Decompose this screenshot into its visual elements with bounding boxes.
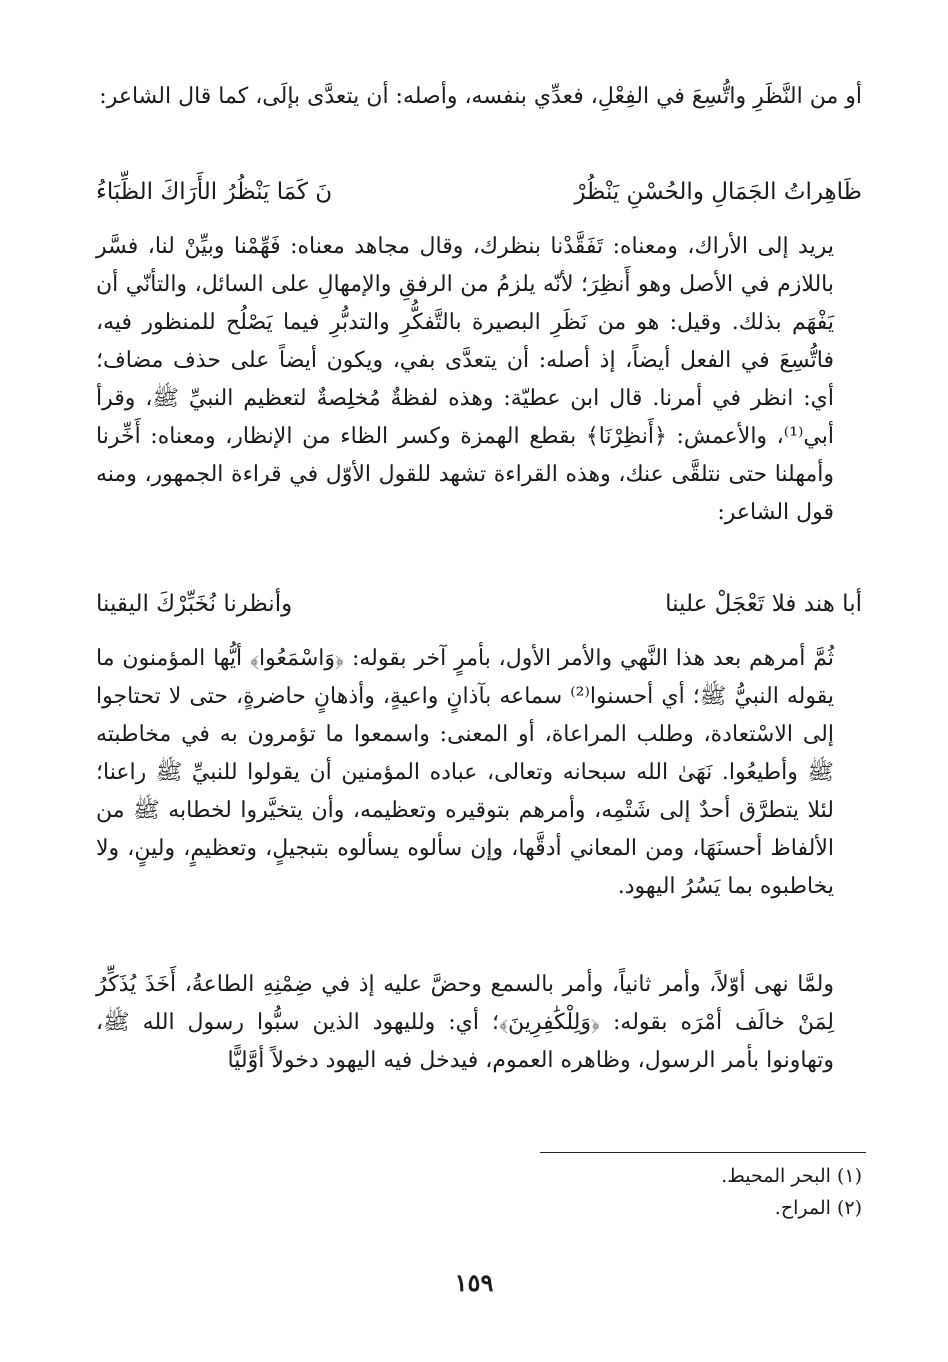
- footnote-1: (١) البحر المحيط.: [721, 1165, 862, 1187]
- verse-2-first-hemistich: أبا هند فلا تَعْجَلْ علينا: [665, 591, 862, 617]
- paragraph-1: [96, 78, 862, 116]
- paragraph-3: [96, 640, 862, 906]
- poetry-verse-1: [96, 172, 862, 212]
- paragraph-2-text: يريد إلى الأراك، ومعناه: تَفَقَّدْنا بنظرك، وقال مجاهد معناه: فَهِّمْنا وبيِّنْ لنا، فسَّر باللازم في الأصل وهو أَنظِرَ؛ لأنّه يلزمُ من الرفقِ والإمهالِ على السائل، والتأنّي أن يَفْهَم بذلك. وقيل: هو من نَظَرِ البصيرة بالتَّفكُّرِ والتدبُّرِ فيما يَصْلُح للمنظور فيه، فاتُّسِعَ في الفعل أيضاً، إذ أصله: أن يتعدَّى بفي، ويكون أيضاً على حذف مضاف؛ أي: انظر في أمرنا. قال ابن عطيّة: وهذه لفظةٌ مُخلِصةٌ لتعظيم النبيِّ ﷺ، وقرأ أبي⁽¹⁾، والأعمش: ﴿أَنظِرْنَا﴾ بقطع الهمزة وكسر الظاء من الإنظار، ومعناه: أَخِّرنا وأمهلنا حتى نتلقَّى عنك، وهذه القراءة تشهد للقول الأوّل في قراءة الجمهور، ومنه قول الشاعر:: [96, 234, 834, 525]
- poetry-verse-2: [96, 584, 862, 624]
- footnotes: [462, 1160, 862, 1224]
- paragraph-4-text: ولمَّا نهى أوّلاً، وأمر ثانياً، وأمر بالسمع وحضَّ عليه إذ في ضِمْنِهِ الطاعةُ، أَخَذَ يُذَكِّرُ لِمَنْ خالَف أمْرَه بقوله: ﴿وَلِلْكَٰفِرِينَ﴾؛ أي: ولليهود الذين سبُّوا رسول الله ﷺ، وتهاونوا بأمر الرسول، وظاهره العموم، فيدخل فيه اليهود دخولاً أوَّليًّا: [96, 972, 834, 1073]
- footnote-divider: [540, 1152, 866, 1153]
- paragraph-4: [96, 966, 862, 1080]
- paragraph-3-text: ثُمَّ أمرهم بعد هذا النَّهي والأمر الأول، بأمرٍ آخر بقوله: ﴿وَاسْمَعُوا﴾ أيُّها المؤمنون ما يقوله النبيُّ ﷺ؛ أي أحسنوا⁽²⁾ سماعه بآذانٍ واعيةٍ، وأذهانٍ حاضرةٍ، حتى لا تحتاجوا إلى الاسْتعادة، وطلب المراعاة، أو المعنى: واسمعوا ما تؤمرون به في مخاطبته ﷺ وأطيعُوا. نَهَىٰ الله سبحانه وتعالى، عباده المؤمنين أن يقولوا للنبيِّ ﷺ راعنا؛ لئلا يتطرَّق أحدٌ إلى شَتْمِه، وأمرهم بتوقيره وتعظيمه، وأن يتخيَّروا لخطابه ﷺ من الألفاظ أحسنَهَا، ومن المعاني أدقَّها، وإن سألوه يسألوه بتبجيلٍ، وتعظيمٍ، ولينٍ، ولا يخاطبوه بما يَسُرُ اليهود.: [96, 646, 835, 899]
- paragraph-2: [96, 228, 862, 532]
- paragraph-1-text: أو من النَّظَرِ واتُّسِعَ في الفِعْلِ، فعدِّي بنفسه، وأصله: أن يتعدَّى بإلَى، كما قال الشاعر:: [99, 84, 862, 109]
- verse-1-first-hemistich: ظَاهِراتُ الجَمَالِ والحُسْنِ يَنْظُرْ: [574, 179, 862, 205]
- page-number: ١٥٩: [454, 1268, 494, 1297]
- footnote-2: (٢) المراح.: [774, 1197, 862, 1219]
- verse-1-second-hemistich: نَ كَمَا يَنْظُرُ الأَرَاكَ الظِّبَاءُ: [96, 179, 333, 205]
- verse-2-second-hemistich: وأنظرنا نُخَبِّرْكَ اليقينا: [96, 591, 293, 617]
